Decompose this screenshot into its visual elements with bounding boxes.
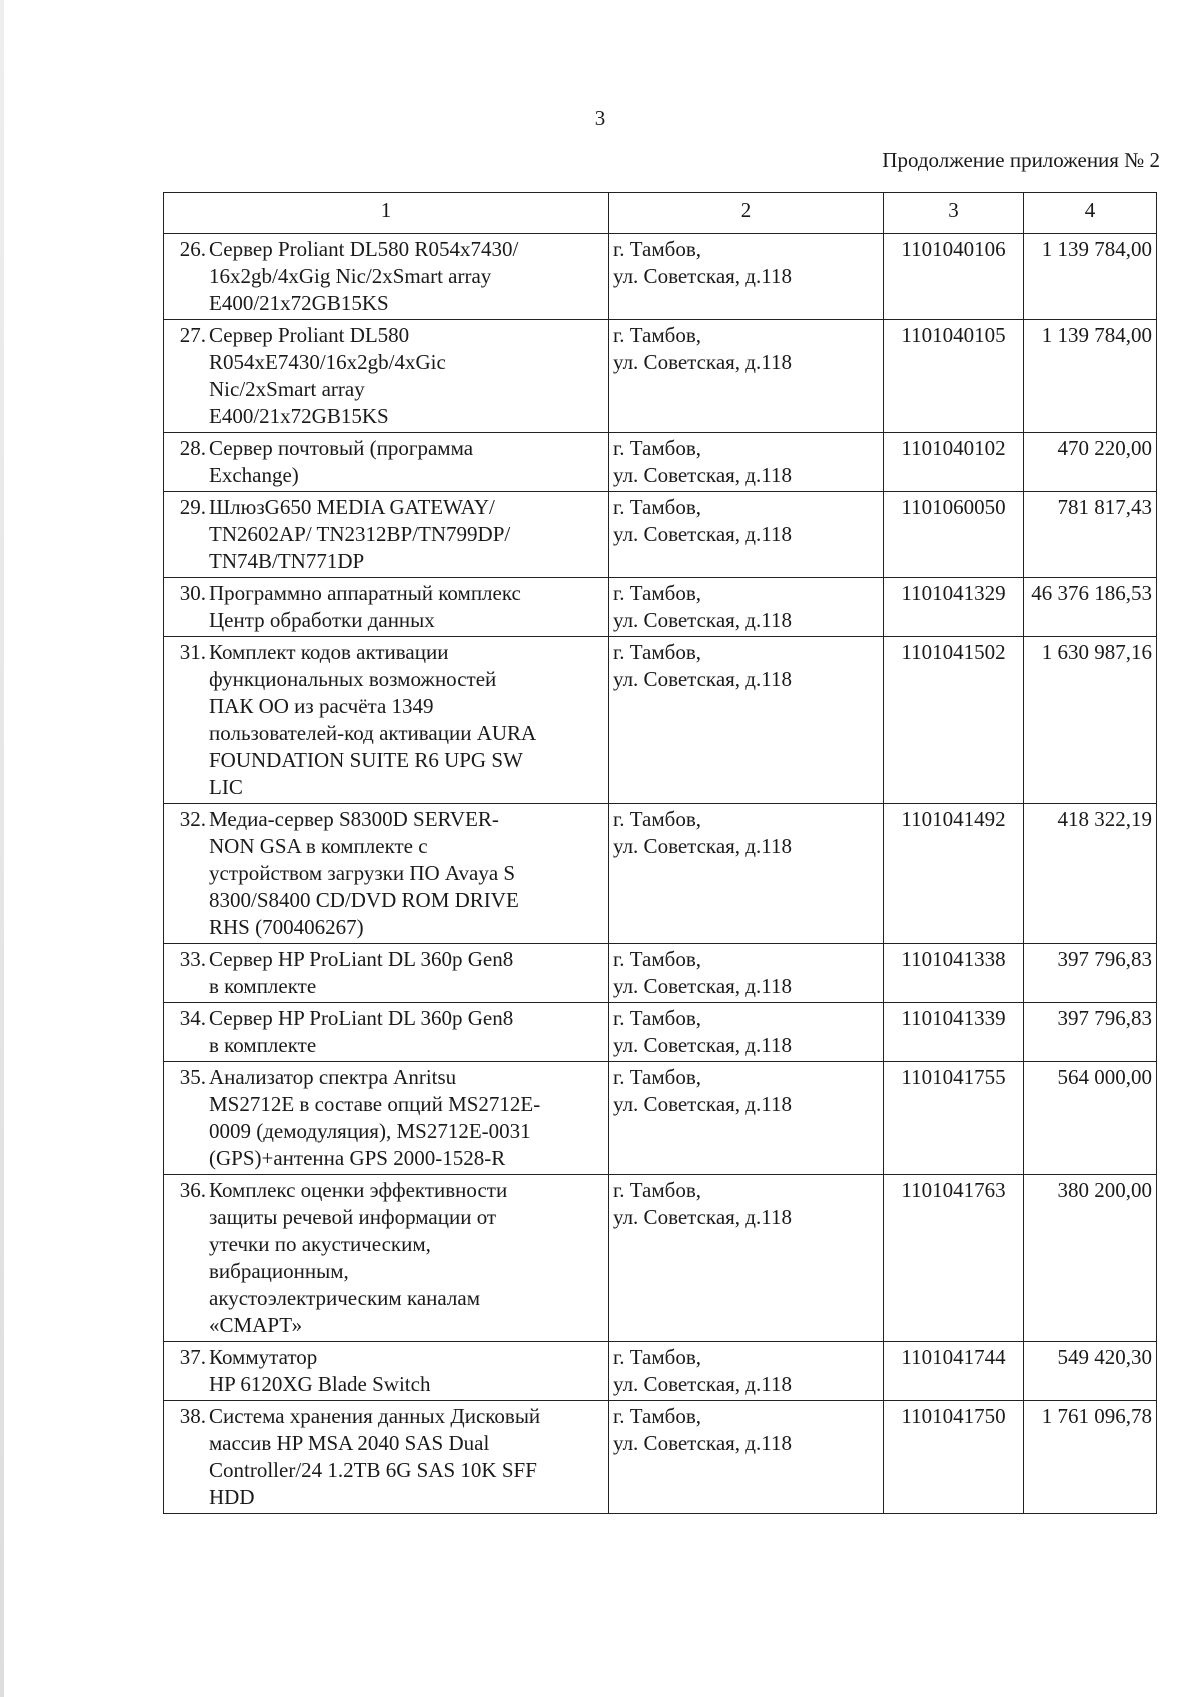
- item-name-cell: [164, 1175, 609, 1342]
- item-location: г. Тамбов, ул. Советская, д.118: [609, 804, 884, 944]
- header-row: [164, 193, 1157, 234]
- inventory-code: 1101041763: [884, 1175, 1024, 1342]
- inventory-code: 1101041755: [884, 1062, 1024, 1175]
- item-name: Комплект кодов активации функциональных возможностей ПАК ОО из расчёта 1349 пользователей-код активации AURA FOUNDATION SUITE R6 UPG SW LIC: [209, 640, 537, 799]
- table-row: [164, 578, 1157, 637]
- table-row: [164, 1342, 1157, 1401]
- inventory-code: 1101040105: [884, 320, 1024, 433]
- inventory-code: 1101041750: [884, 1401, 1024, 1514]
- item-location: г. Тамбов, ул. Советская, д.118: [609, 944, 884, 1003]
- item-location: г. Тамбов, ул. Советская, д.118: [609, 1003, 884, 1062]
- item-name: Анализатор спектра Anritsu MS2712E в составе опций MS2712E- 0009 (демодуляция), MS2712E-0031 (GPS)+антенна GPS 2000-1528-R: [209, 1065, 541, 1170]
- inventory-code: 1101041339: [884, 1003, 1024, 1062]
- item-name-cell: [164, 320, 609, 433]
- item-name-cell: [164, 1401, 609, 1514]
- item-name: Сервер HP ProLiant DL 360p Gen8 в комплекте: [209, 1006, 514, 1057]
- table-row: [164, 1175, 1157, 1342]
- item-number: 31.: [179, 640, 206, 664]
- item-cost: 1 630 987,16: [1024, 637, 1157, 804]
- item-location: г. Тамбов, ул. Советская, д.118: [609, 1342, 884, 1401]
- item-name: Сервер Proliant DL580 R054xE7430/16x2gb/4xGic Nic/2xSmart array E400/21x72GB15KS: [209, 323, 446, 428]
- item-location: г. Тамбов, ул. Советская, д.118: [609, 433, 884, 492]
- item-number: 26.: [179, 237, 206, 261]
- item-name-cell: [164, 492, 609, 578]
- item-cost: 380 200,00: [1024, 1175, 1157, 1342]
- table-row: [164, 804, 1157, 944]
- item-cost: 1 761 096,78: [1024, 1401, 1157, 1514]
- item-location: г. Тамбов, ул. Советская, д.118: [609, 1401, 884, 1514]
- item-cost: 397 796,83: [1024, 1003, 1157, 1062]
- table-row: [164, 637, 1157, 804]
- header-col-2: 2: [609, 193, 884, 234]
- table-row: [164, 433, 1157, 492]
- inventory-code: 1101040102: [884, 433, 1024, 492]
- appendix-continuation-label: Продолжение приложения № 2: [882, 148, 1160, 172]
- inventory-code: 1101041329: [884, 578, 1024, 637]
- table-row: [164, 1003, 1157, 1062]
- inventory-code: 1101041492: [884, 804, 1024, 944]
- inventory-code: 1101060050: [884, 492, 1024, 578]
- table-header: [164, 193, 1157, 234]
- item-location: г. Тамбов, ул. Советская, д.118: [609, 234, 884, 320]
- header-col-4: 4: [1024, 193, 1157, 234]
- table-body: [164, 234, 1157, 1514]
- table-row: [164, 320, 1157, 433]
- item-name-cell: [164, 804, 609, 944]
- item-number: 34.: [179, 1006, 206, 1030]
- item-name-cell: [164, 1003, 609, 1062]
- item-name: ШлюзG650 MEDIA GATEWAY/ TN2602AP/ TN2312BP/TN799DP/ TN74B/TN771DP: [209, 495, 511, 573]
- item-name: Система хранения данных Дисковый массив HP MSA 2040 SAS Dual Controller/24 1.2TB 6G SAS 10K SFF HDD: [209, 1404, 541, 1509]
- table-row: [164, 944, 1157, 1003]
- item-name-cell: [164, 234, 609, 320]
- item-name: Медиа-сервер S8300D SERVER- NON GSA в комплекте с устройством загрузки ПО Avaya S 8300/S8400 CD/DVD ROM DRIVE RHS (700406267): [209, 807, 519, 939]
- item-name-cell: [164, 433, 609, 492]
- inventory-code: 1101041502: [884, 637, 1024, 804]
- item-location: г. Тамбов, ул. Советская, д.118: [609, 320, 884, 433]
- table-row: [164, 234, 1157, 320]
- item-location: г. Тамбов, ул. Советская, д.118: [609, 1175, 884, 1342]
- item-name: Сервер HP ProLiant DL 360p Gen8 в комплекте: [209, 947, 514, 998]
- item-location: г. Тамбов, ул. Советская, д.118: [609, 637, 884, 804]
- page-number: 3: [594, 106, 606, 130]
- item-number: 30.: [179, 581, 206, 605]
- item-cost: 1 139 784,00: [1024, 234, 1157, 320]
- table-row: [164, 492, 1157, 578]
- item-cost: 46 376 186,53: [1024, 578, 1157, 637]
- item-number: 33.: [179, 947, 206, 971]
- item-number: 32.: [179, 807, 206, 831]
- inventory-code: 1101041744: [884, 1342, 1024, 1401]
- item-name: Сервер почтовый (программа Exchange): [209, 436, 474, 487]
- header-col-1: 1: [164, 193, 609, 234]
- inventory-table: [163, 192, 1157, 1514]
- item-location: г. Тамбов, ул. Советская, д.118: [609, 1062, 884, 1175]
- item-name-cell: [164, 637, 609, 804]
- item-name-cell: [164, 1342, 609, 1401]
- item-number: 36.: [179, 1178, 206, 1202]
- item-name: Комплекс оценки эффективности защиты речевой информации от утечки по акустическим, вибрационным, акустоэлектрическим каналам «СМАРТ»: [209, 1178, 508, 1337]
- item-name-cell: [164, 944, 609, 1003]
- item-number: 38.: [179, 1404, 206, 1428]
- item-cost: 549 420,30: [1024, 1342, 1157, 1401]
- inventory-code: 1101041338: [884, 944, 1024, 1003]
- table-row: [164, 1401, 1157, 1514]
- item-cost: 470 220,00: [1024, 433, 1157, 492]
- item-location: г. Тамбов, ул. Советская, д.118: [609, 492, 884, 578]
- item-number: 37.: [179, 1345, 206, 1369]
- item-cost: 418 322,19: [1024, 804, 1157, 944]
- item-cost: 1 139 784,00: [1024, 320, 1157, 433]
- item-name-cell: [164, 1062, 609, 1175]
- item-location: г. Тамбов, ул. Советская, д.118: [609, 578, 884, 637]
- table-row: [164, 1062, 1157, 1175]
- inventory-code: 1101040106: [884, 234, 1024, 320]
- item-number: 35.: [179, 1065, 206, 1089]
- item-name-cell: [164, 578, 609, 637]
- item-number: 27.: [179, 323, 206, 347]
- header-col-3: 3: [884, 193, 1024, 234]
- item-name: Коммутатор HP 6120XG Blade Switch: [209, 1345, 431, 1396]
- item-cost: 781 817,43: [1024, 492, 1157, 578]
- item-number: 28.: [179, 436, 206, 460]
- item-name: Программно аппаратный комплекс Центр обработки данных: [209, 581, 521, 632]
- item-number: 29.: [179, 495, 206, 519]
- item-cost: 397 796,83: [1024, 944, 1157, 1003]
- item-cost: 564 000,00: [1024, 1062, 1157, 1175]
- item-name: Сервер Proliant DL580 R054x7430/ 16x2gb/4xGig Nic/2xSmart array E400/21x72GB15KS: [209, 237, 519, 315]
- scan-edge: [0, 0, 4, 1697]
